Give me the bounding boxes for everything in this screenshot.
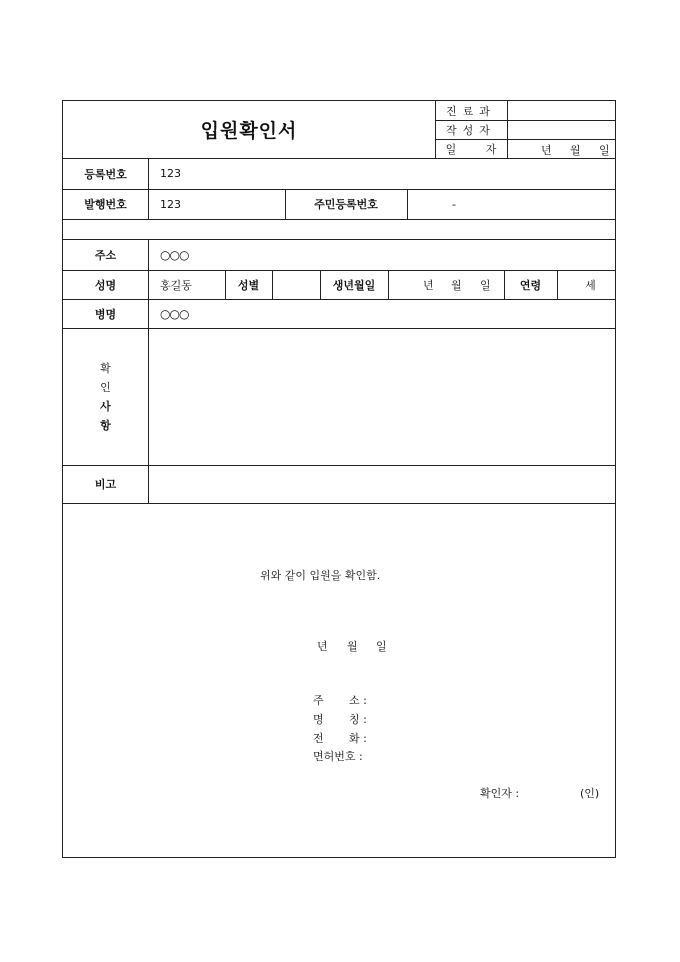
dept-label: 진료과 [446, 104, 496, 118]
issuer-phone-label: 전 [313, 732, 324, 745]
sign-date-month: 월 [347, 640, 358, 653]
issuer-address-label: 주 [313, 694, 324, 707]
statement-text: 위와 같이 입원을 확인함. [260, 569, 381, 582]
birth-label: 생년월일 [332, 278, 376, 292]
confirm-label [63, 328, 148, 465]
confirm-label-char: 항 [100, 418, 111, 432]
issuer-phone-label-2: 화 : [349, 732, 367, 745]
birth-month: 월 [451, 279, 462, 292]
date-day: 일 [599, 144, 610, 157]
date-label: 일 자 [445, 142, 497, 156]
gender-label: 성별 [237, 278, 260, 292]
sign-date-year: 년 [317, 640, 328, 653]
confirm-label-char: 인 [100, 380, 111, 394]
confirm-value[interactable] [148, 328, 616, 465]
date-month: 월 [570, 144, 581, 157]
remarks-value[interactable] [148, 465, 616, 503]
issue-no-value[interactable]: 123 [160, 197, 181, 211]
date-year: 년 [541, 144, 552, 157]
birth-year: 년 [423, 279, 434, 292]
confirm-label-char: 사 [100, 399, 111, 413]
disease-value[interactable]: ○○○ [160, 306, 189, 321]
birth-value[interactable] [388, 270, 504, 299]
age-value[interactable]: 세 [585, 278, 596, 292]
issuer-name-label-2: 칭 : [349, 713, 367, 726]
dept-value[interactable] [507, 101, 616, 120]
writer-label: 작성자 [446, 123, 496, 137]
remarks-label: 비고 [94, 478, 117, 491]
address-value[interactable]: ○○○ [160, 247, 189, 262]
divider [63, 503, 616, 504]
issue-no-label: 발행번호 [84, 198, 127, 211]
reg-no-label: 등록번호 [84, 167, 127, 181]
form-title: 입원확인서 [200, 120, 298, 142]
reg-no-value[interactable]: 123 [160, 167, 181, 180]
issuer-name-label: 명 [313, 713, 324, 726]
sign-date-day: 일 [376, 640, 387, 653]
confirmer-label: 확인자 : [480, 787, 520, 800]
name-value[interactable]: 홍길동 [160, 278, 192, 292]
writer-value[interactable] [507, 120, 616, 139]
gender-value[interactable] [272, 270, 320, 299]
name-label: 성명 [94, 278, 117, 292]
resident-no-label: 주민등록번호 [314, 198, 378, 211]
resident-no-value[interactable]: - [452, 197, 456, 211]
issuer-license-label: 면허번호 : [313, 750, 363, 763]
date-value[interactable] [507, 139, 616, 158]
seal-label: (인) [580, 787, 600, 800]
confirm-label-char: 확 [100, 361, 111, 375]
divider [63, 219, 616, 220]
address-label: 주소 [94, 248, 117, 262]
issuer-address-label-2: 소 : [349, 694, 367, 707]
disease-label: 병명 [94, 307, 117, 321]
admission-certificate-form [62, 100, 616, 858]
birth-day: 일 [480, 279, 491, 292]
age-label: 연령 [519, 278, 542, 292]
